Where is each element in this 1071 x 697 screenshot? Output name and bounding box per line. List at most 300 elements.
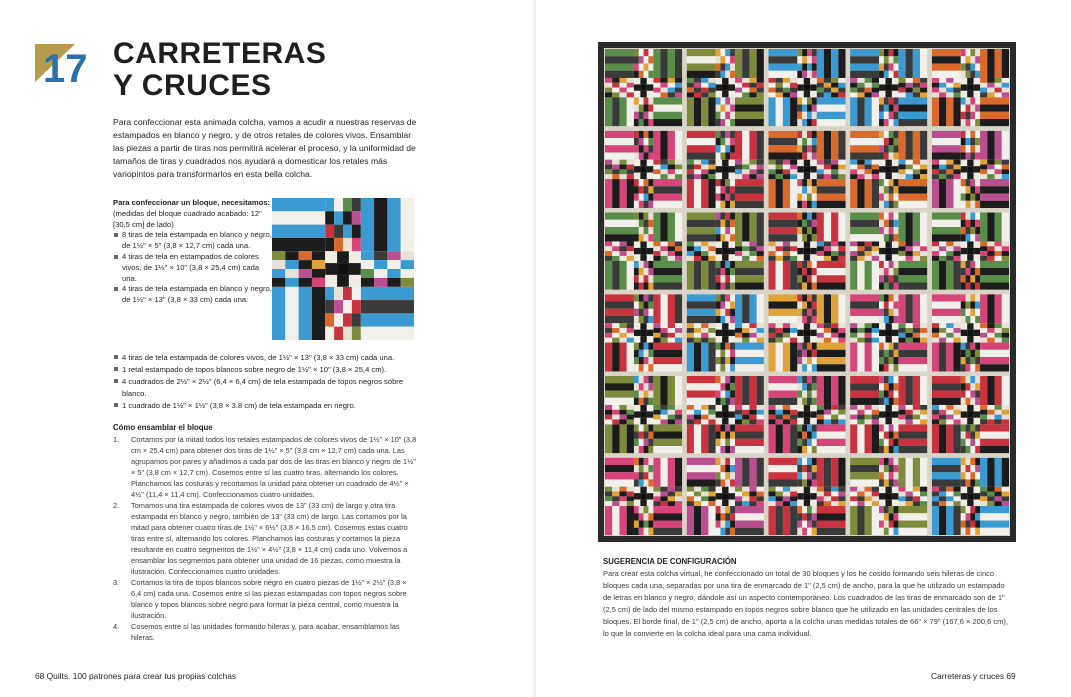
block-square — [653, 323, 660, 328]
block-square — [850, 88, 857, 93]
block-square — [850, 246, 857, 251]
block-square — [898, 251, 905, 256]
block-square — [660, 78, 667, 83]
block-square — [884, 316, 889, 323]
block-square — [894, 105, 899, 112]
block-center-square — [716, 500, 722, 506]
block-square — [648, 521, 653, 528]
block-square — [906, 88, 913, 93]
block-center-square — [647, 248, 653, 254]
materials-item: 1 cuadrado de 1½" × 1½" (3,8 × 3.8 cm) de tela estampada en negro. — [113, 400, 423, 412]
block-square — [884, 301, 889, 308]
block-square — [343, 327, 352, 340]
block-strip — [817, 119, 846, 126]
block-center-square — [885, 78, 891, 84]
block-square — [730, 105, 735, 112]
block-square — [675, 415, 682, 420]
block-square — [889, 376, 894, 383]
block-square — [725, 398, 730, 405]
block-square — [961, 472, 966, 479]
block-square — [725, 131, 730, 138]
block-square — [879, 465, 884, 472]
block-square — [730, 294, 735, 301]
block-strip — [824, 294, 831, 323]
block-square — [648, 112, 653, 119]
block-square — [730, 179, 735, 186]
block-center-square — [892, 254, 898, 260]
block-square — [694, 496, 701, 501]
block-square — [884, 119, 889, 126]
block-square — [850, 419, 857, 424]
block-square — [946, 92, 953, 97]
block-strip — [987, 294, 994, 323]
block-square — [742, 160, 749, 165]
block-square — [668, 83, 675, 88]
block-square — [648, 49, 653, 56]
block-strip — [735, 350, 764, 357]
block-square — [675, 246, 682, 251]
block-square — [872, 256, 879, 261]
block-square — [725, 63, 730, 70]
block-center-square — [722, 487, 728, 493]
block-square — [701, 246, 708, 251]
block-square — [939, 83, 946, 88]
block-square — [894, 521, 899, 528]
block-square — [285, 251, 298, 260]
block-square — [879, 398, 884, 405]
block-square — [742, 78, 749, 83]
block-square — [634, 145, 639, 152]
block-strip — [906, 376, 913, 405]
block-center-square — [804, 405, 810, 411]
block-square — [720, 528, 725, 535]
block-square — [939, 174, 946, 179]
quilt-block — [605, 131, 682, 208]
block-strip — [735, 179, 764, 186]
block-strip — [932, 398, 961, 405]
block-square — [716, 458, 721, 465]
block-square — [694, 333, 701, 338]
block-strip — [605, 343, 612, 372]
block-square — [812, 465, 817, 472]
block-square — [639, 521, 644, 528]
block-center-square — [640, 418, 646, 424]
block-square — [639, 194, 644, 201]
block-strip — [817, 49, 824, 78]
block-center-square — [797, 173, 803, 179]
block-square — [1002, 241, 1009, 246]
block-square — [920, 174, 927, 179]
block-square — [776, 165, 783, 170]
block-square — [634, 446, 639, 453]
block-strip — [687, 56, 716, 63]
block-square — [634, 350, 639, 357]
block-square — [889, 179, 894, 186]
block-strip — [687, 152, 716, 159]
block-square — [605, 160, 612, 165]
block-square — [812, 439, 817, 446]
block-square — [720, 131, 725, 138]
block-square — [612, 78, 619, 83]
block-square — [634, 227, 639, 234]
block-square — [783, 405, 790, 410]
block-strip — [653, 105, 682, 112]
block-center-square — [634, 241, 640, 247]
block-square — [966, 364, 971, 371]
block-square — [913, 165, 920, 170]
block-square — [966, 213, 971, 220]
block-square — [627, 251, 634, 256]
block-square — [725, 465, 730, 472]
block-square — [716, 398, 721, 405]
block-strip — [749, 49, 756, 78]
block-square — [980, 78, 987, 83]
block-square — [939, 160, 946, 165]
block-square — [817, 251, 824, 256]
block-square — [735, 251, 742, 256]
block-square — [757, 83, 764, 88]
block-square — [716, 528, 721, 535]
block-square — [812, 105, 817, 112]
block-square — [687, 160, 694, 165]
block-square — [946, 501, 953, 506]
block-center-square — [885, 160, 891, 166]
block-square — [831, 251, 838, 256]
block-center-square — [640, 330, 646, 336]
block-square — [812, 472, 817, 479]
block-strip — [749, 458, 756, 487]
block-square — [884, 472, 889, 479]
block-square — [838, 487, 845, 492]
block-square — [980, 405, 987, 410]
block-square — [325, 287, 334, 300]
block-square — [387, 269, 400, 278]
block-square — [776, 410, 783, 415]
block-square — [913, 83, 920, 88]
block-strip — [605, 472, 634, 479]
block-square — [889, 213, 894, 220]
block-square — [634, 131, 639, 138]
block-square — [913, 174, 920, 179]
block-center-square — [640, 493, 646, 499]
block-strip — [932, 383, 961, 390]
block-strip — [790, 424, 797, 453]
block-square — [980, 160, 987, 165]
block-center-square — [634, 166, 640, 172]
block-square — [634, 472, 639, 479]
block-square — [619, 78, 626, 83]
block-square — [612, 174, 619, 179]
block-square — [735, 415, 742, 420]
block-square — [812, 194, 817, 201]
block-square — [797, 364, 802, 371]
block-square — [644, 227, 649, 234]
block-square — [716, 268, 721, 275]
block-square — [720, 268, 725, 275]
block-strip — [361, 327, 414, 340]
block-square — [824, 338, 831, 343]
block-square — [961, 105, 966, 112]
block-square — [644, 301, 649, 308]
block-square — [644, 446, 649, 453]
block-square — [831, 492, 838, 497]
quilt-block — [850, 458, 927, 535]
block-square — [980, 241, 987, 246]
block-square — [894, 152, 899, 159]
block-square — [812, 49, 817, 56]
block-square — [687, 419, 694, 424]
block-strip — [687, 261, 694, 290]
block-square — [783, 487, 790, 492]
block-center-square — [349, 263, 361, 275]
block-square — [802, 309, 807, 316]
block-square — [644, 283, 649, 290]
block-square — [961, 234, 966, 241]
block-square — [894, 283, 899, 290]
block-strip — [735, 131, 742, 160]
block-strip — [995, 294, 1002, 323]
block-square — [966, 424, 971, 431]
block-center-square — [640, 336, 646, 342]
block-square — [660, 492, 667, 497]
block-square — [932, 487, 939, 492]
block-center-square — [961, 330, 967, 336]
block-square — [790, 415, 797, 420]
block-strip — [838, 213, 845, 242]
block-square — [790, 328, 797, 333]
block-square — [970, 350, 975, 357]
block-square — [966, 131, 971, 138]
block-square — [783, 415, 790, 420]
block-square — [961, 479, 966, 486]
block-square — [970, 316, 975, 323]
block-square — [797, 343, 802, 350]
block-square — [720, 194, 725, 201]
block-square — [612, 165, 619, 170]
block-square — [783, 328, 790, 333]
block-strip — [783, 424, 790, 453]
block-square — [879, 343, 884, 350]
block-square — [865, 169, 872, 174]
block-strip — [980, 275, 1009, 282]
block-strip — [980, 364, 1009, 371]
block-square — [730, 201, 735, 208]
block-square — [701, 496, 708, 501]
block-square — [970, 398, 975, 405]
block-square — [725, 234, 730, 241]
block-strip — [850, 49, 879, 56]
quilt-block — [850, 376, 927, 453]
block-square — [730, 458, 735, 465]
block-square — [708, 323, 715, 328]
block-square — [980, 165, 987, 170]
block-square — [605, 251, 612, 256]
block-strip — [980, 97, 1009, 104]
block-strip — [850, 234, 879, 241]
block-square — [879, 390, 884, 397]
block-square — [720, 446, 725, 453]
block-square — [987, 83, 994, 88]
block-strip — [605, 506, 612, 535]
block-square — [961, 521, 966, 528]
block-square — [797, 179, 802, 186]
block-strip — [653, 506, 682, 513]
block-strip — [757, 376, 764, 405]
block-square — [824, 323, 831, 328]
block-square — [961, 528, 966, 535]
block-center-square — [892, 411, 898, 417]
block-square — [708, 92, 715, 97]
block-center-square — [885, 330, 891, 336]
quilt-block — [850, 49, 927, 126]
block-square — [884, 213, 889, 220]
block-square — [757, 410, 764, 415]
block-square — [987, 410, 994, 415]
block-strip — [939, 506, 946, 535]
block-square — [913, 333, 920, 338]
block-strip — [653, 343, 682, 350]
block-square — [939, 338, 946, 343]
block-strip — [824, 376, 831, 405]
block-square — [894, 179, 899, 186]
block-center-square — [729, 166, 735, 172]
block-square — [807, 97, 812, 104]
block-square — [730, 186, 735, 193]
block-square — [970, 364, 975, 371]
block-center-square — [716, 241, 722, 247]
block-strip — [913, 131, 920, 160]
block-square — [776, 78, 783, 83]
block-square — [694, 419, 701, 424]
block-square — [730, 506, 735, 513]
block-strip — [987, 49, 994, 78]
block-strip — [898, 201, 927, 208]
block-square — [720, 350, 725, 357]
block-strip — [757, 458, 764, 487]
block-square — [687, 323, 694, 328]
block-square — [619, 338, 626, 343]
block-square — [807, 131, 812, 138]
block-square — [894, 301, 899, 308]
block-square — [694, 256, 701, 261]
block-square — [970, 234, 975, 241]
block-square — [716, 201, 721, 208]
block-strip — [653, 179, 682, 186]
block-square — [879, 506, 884, 513]
block-square — [884, 186, 889, 193]
block-strip — [995, 213, 1002, 242]
block-square — [797, 376, 802, 383]
block-strip — [776, 506, 783, 535]
block-square — [865, 160, 872, 165]
block-strip — [980, 357, 1009, 364]
block-square — [619, 241, 626, 246]
block-strip — [687, 479, 716, 486]
block-square — [987, 333, 994, 338]
block-square — [939, 410, 946, 415]
block-square — [939, 165, 946, 170]
block-square — [884, 138, 889, 145]
block-square — [807, 63, 812, 70]
block-square — [970, 268, 975, 275]
block-square — [639, 63, 644, 70]
block-center-square — [879, 254, 885, 260]
block-strip — [687, 465, 716, 472]
block-square — [802, 220, 807, 227]
block-square — [634, 364, 639, 371]
block-square — [939, 251, 946, 256]
block-strip — [768, 71, 797, 78]
block-square — [708, 487, 715, 492]
block-square — [932, 419, 939, 424]
block-square — [627, 83, 634, 88]
block-square — [605, 492, 612, 497]
block-square — [639, 283, 644, 290]
block-square — [987, 323, 994, 328]
block-square — [824, 174, 831, 179]
block-square — [749, 487, 756, 492]
block-square — [817, 419, 824, 424]
block-strip — [838, 376, 845, 405]
block-square — [653, 78, 660, 83]
block-square — [894, 350, 899, 357]
block-strip — [817, 343, 846, 350]
block-square — [742, 83, 749, 88]
block-square — [894, 131, 899, 138]
block-square — [716, 309, 721, 316]
block-square — [954, 78, 961, 83]
block-square — [850, 415, 857, 420]
block-square — [790, 419, 797, 424]
block-square — [954, 338, 961, 343]
block-square — [802, 446, 807, 453]
block-square — [807, 521, 812, 528]
block-square — [812, 138, 817, 145]
block-center-square — [640, 254, 646, 260]
block-strip — [980, 268, 1009, 275]
block-square — [884, 390, 889, 397]
block-square — [783, 165, 790, 170]
step-item — [113, 577, 418, 621]
block-strip — [932, 309, 961, 316]
block-center-square — [885, 323, 891, 329]
block-square — [802, 383, 807, 390]
block-square — [783, 492, 790, 497]
block-square — [660, 415, 667, 420]
block-square — [894, 234, 899, 241]
block-strip — [817, 112, 846, 119]
block-square — [975, 220, 980, 227]
block-square — [961, 227, 966, 234]
block-square — [644, 213, 649, 220]
block-square — [812, 213, 817, 220]
block-square — [725, 364, 730, 371]
block-strip — [653, 194, 682, 201]
block-strip — [850, 131, 879, 138]
block-square — [966, 105, 971, 112]
block-square — [742, 501, 749, 506]
block-square — [939, 496, 946, 501]
block-square — [894, 227, 899, 234]
block-strip — [660, 213, 667, 242]
block-strip — [939, 343, 946, 372]
block-square — [898, 338, 905, 343]
block-square — [946, 83, 953, 88]
block-square — [812, 179, 817, 186]
block-square — [894, 275, 899, 282]
block-strip — [932, 49, 961, 56]
quilt-block — [768, 131, 845, 208]
